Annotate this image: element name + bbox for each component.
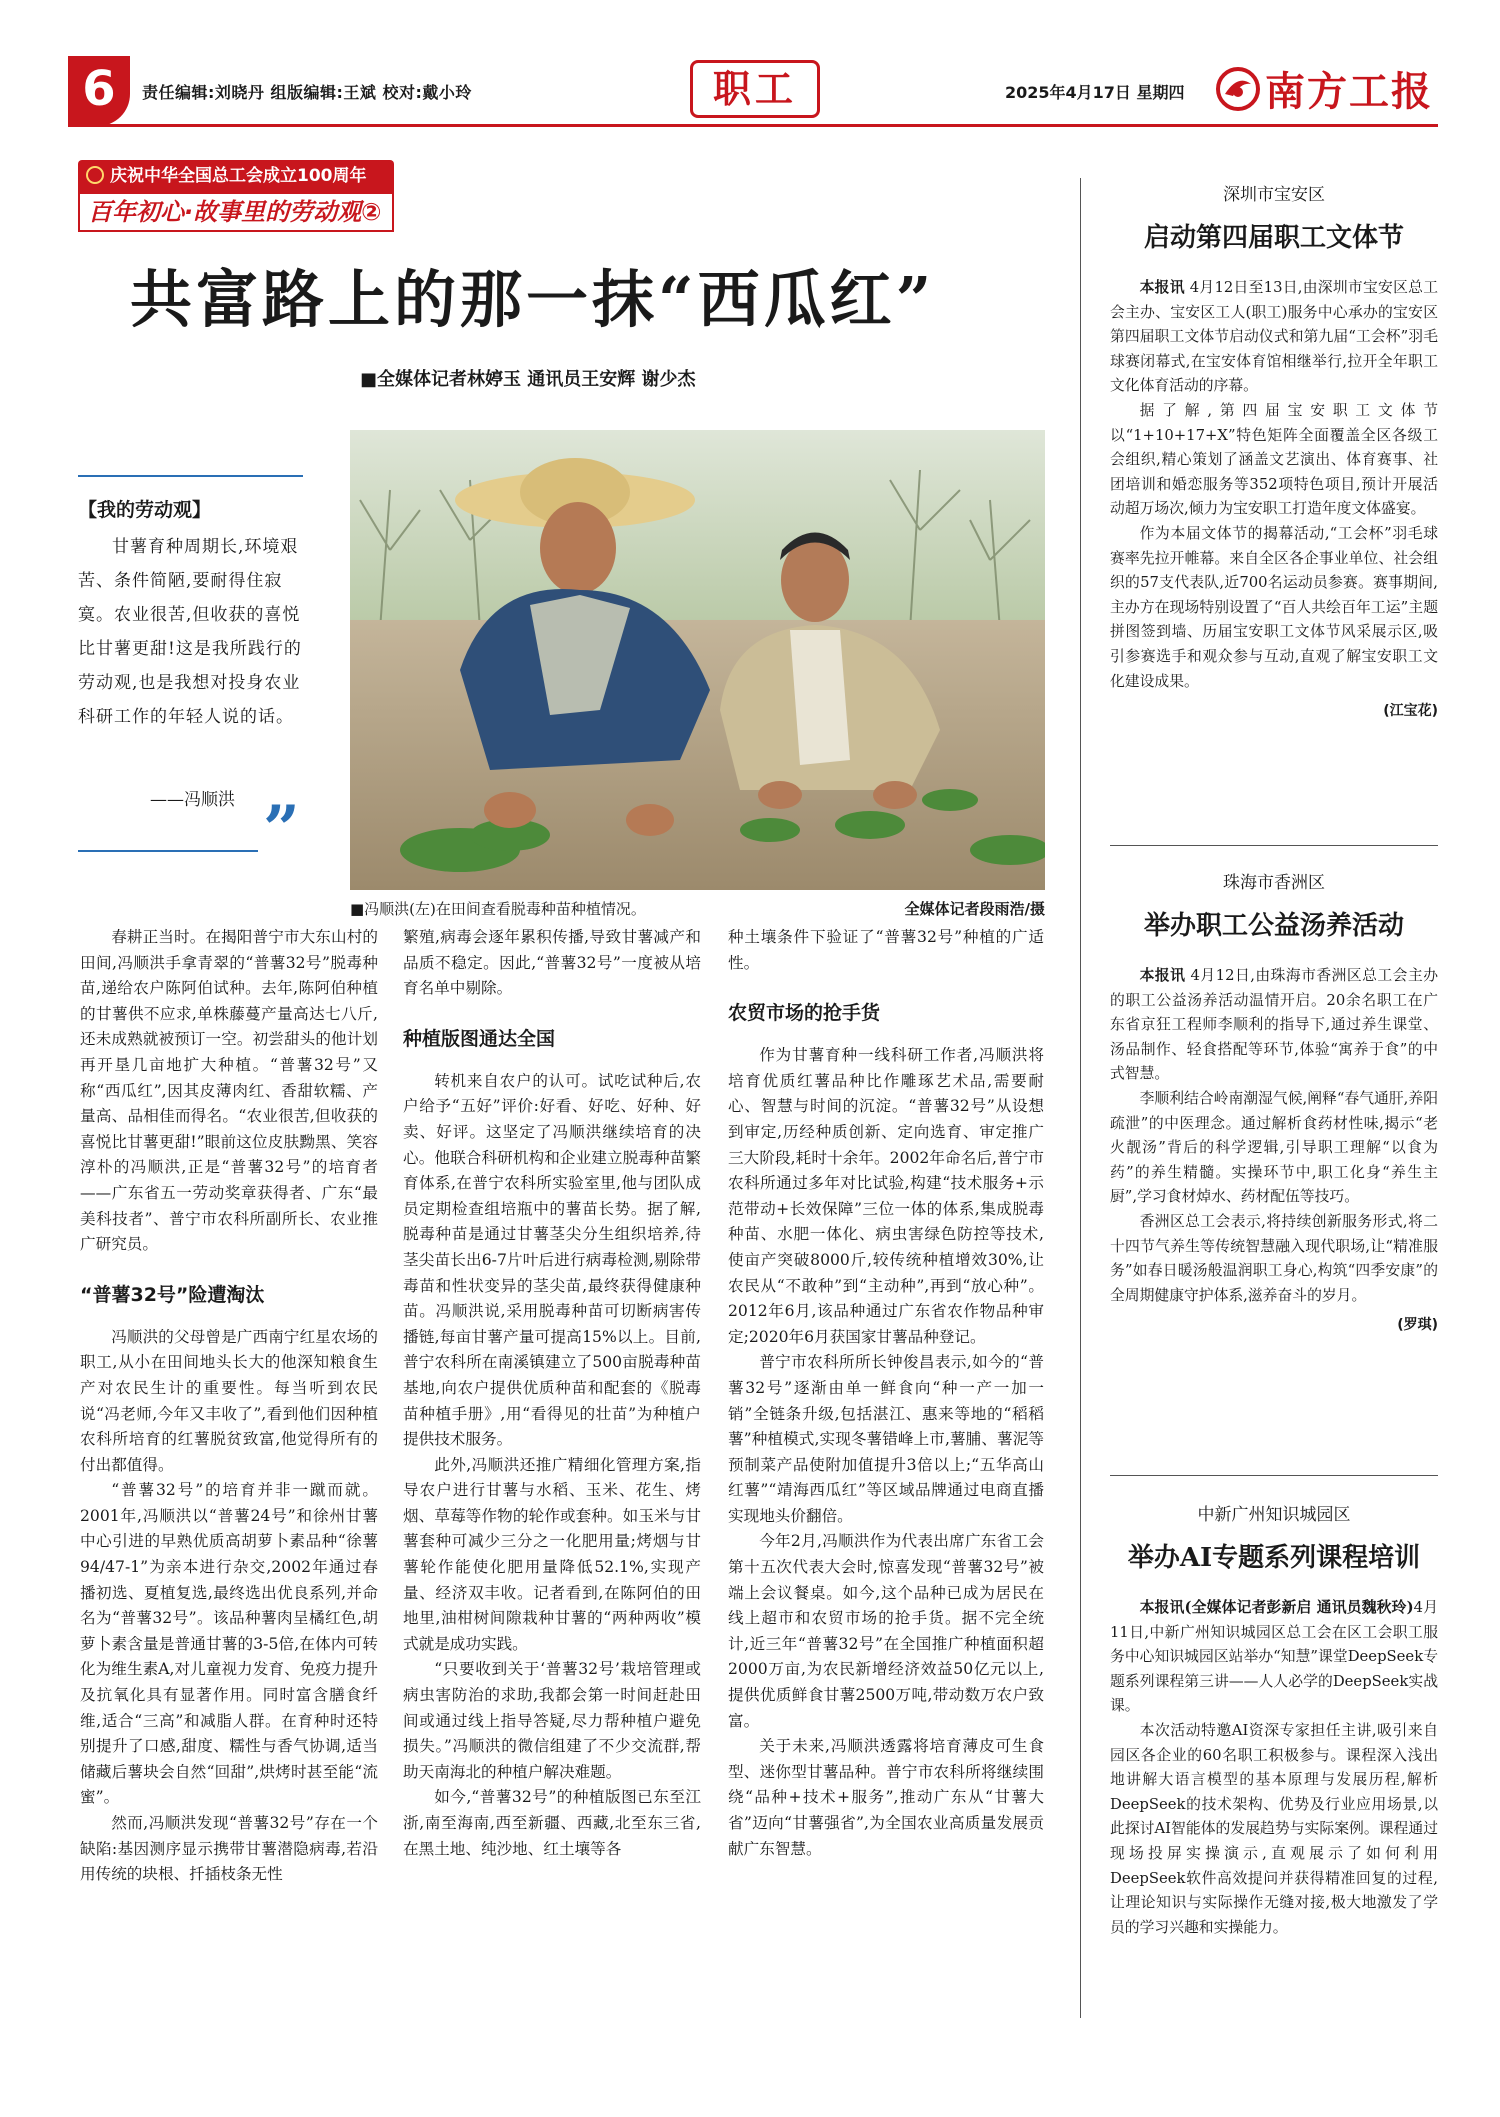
photo-caption-row (350, 898, 1045, 919)
news-signature: (江宝花) (1383, 703, 1438, 720)
header-rule (68, 124, 1438, 127)
news-headline: 举办AI专题系列课程培训 (1127, 1543, 1421, 1573)
paragraph: 然而,冯顺洪发现“普薯32号”存在一个缺陷:基因测序显示携带甘薯潜隐病毒,若沿用传统的块根、扦插枝条无性 (80, 1814, 378, 1884)
paragraph: 4月12日,由珠海市香洲区总工会主办的职工公益汤养活动温情开启。20余名职工在广东省京狂工程师李顺利的指导下,通过养生课堂、汤品制作、轻食搭配等环节,体验“寓养于食”的中式智慧。 (1110, 967, 1438, 1083)
paragraph: 香洲区总工会表示,将持续创新服务形式,将二十四节气养生等传统智慧融入现代职场,让“精准服务”如春日暖汤般温润职工身心,构筑“四季安康”的全周期健康守护体系,滋养奋斗的岁月。 (1110, 1212, 1438, 1304)
subheading: 农贸市场的抢手货 (728, 1002, 881, 1025)
news-brief-zhishicheng (1110, 1500, 1438, 1940)
paragraph: 4月11日,中新广州知识城园区总工会在区工会职工服务中心知识城园区站举办“知慧”课堂DeepSeek专题系列课程第三讲——人人必学的DeepSeek实战课。 (1110, 1599, 1438, 1715)
paragraph: 春耕正当时。在揭阳普宁市大东山村的田间,冯顺洪手拿青翠的“普薯32号”脱毒种苗,递给农户陈阿伯试种。去年,陈阿伯种植的甘薯供不应求,单株藤蔓产量高达七八斤,还未成熟就被预订一空。初尝甜头的他计划再开垦几亩地扩大种植。“普薯32号”又称“西瓜红”,因其皮薄肉红、香甜软糯、产量高、品相佳而得名。“农业很苦,但收获的喜悦比甘薯更甜!”眼前这位皮肤黝黑、笑容淳朴的冯顺洪,正是“普薯32号”的培育者——广东省五一劳动奖章获得者、广东“最美科技者”、普宁市农科所副所长、农业推广研究员。 (80, 928, 378, 1254)
news-body (1110, 1596, 1438, 1940)
article-byline: ■全媒体记者林婷玉 通讯员王安辉 谢少杰 (360, 369, 696, 390)
photo-caption: ■冯顺洪(左)在田间查看脱毒种苗种植情况。 (350, 900, 646, 918)
paragraph: 冯顺洪的父母曾是广西南宁红星农场的职工,从小在田间地头长大的他深知粮食生产对农民生计的重要性。每当听到农民说“冯老师,今年又丰收了”,看到他们因种植农科所培育的红薯脱贫致富,他觉得所有的付出都值得。 (80, 1327, 378, 1474)
paragraph: 据了解,第四届宝安职工文体节以“1+10+17+X”特色矩阵全面覆盖全区各级工会组织,精心策划了涵盖文艺演出、体育赛事、社团培训和婚恋服务等352项特色项目,预计开展活动超万场次,倾力为宝安职工打造年度文体盛宴。 (1110, 401, 1438, 518)
paper-name: 南方工报 (1265, 68, 1433, 115)
paragraph: 今年2月,冯顺洪作为代表出席广东省工会第十五次代表大会时,惊喜发现“普薯32号”被端上会议餐桌。如今,这个品种已成为居民在线上超市和农贸市场的抢手货。据不完全统计,近三年“普薯32号”在全国推广种植面积超2000万亩,为农民新增经济效益50亿元以上,提供优质鲜食甘薯2500万吨,带动数万农户致富。 (728, 1532, 1044, 1730)
quote-mark-icon: ” (263, 792, 300, 867)
masthead-logo (1215, 60, 1433, 117)
article-column-3 (728, 925, 1044, 1862)
article-headline: 共富路上的那一抹“西瓜红” (130, 263, 936, 336)
paragraph: 本次活动特邀AI资深专家担任主讲,吸引来自园区各企业的60名职工积极参与。课程深入浅出地讲解大语言模型的基本原理与发展历程,解析DeepSeek的技术架构、优势及行业应用场景,以此探讨AI智能体的发展趋势与实际案例。课程通过现场投屏实操演示,直观展示了如何利用DeepSeek软件高效提问并获得精准回复的过程,让理论知识与实际操作无缝对接,极大地激发了学员的学习兴趣和实操能力。 (1110, 1721, 1438, 1936)
series-banner-bottom: 百年初心·故事里的劳动观② (78, 192, 394, 232)
news-subtitle: 深圳市宝安区 (1223, 185, 1325, 205)
series-top-text: 庆祝中华全国总工会成立100周年 (110, 166, 367, 186)
paragraph: 作为本届文体节的揭幕活动,“工会杯”羽毛球赛率先拉开帷幕。来自全区各企事业单位、社会组织的57支代表队,近700名运动员参赛。赛事期间,主办方在现场特别设置了“百人共绘百年工运”主题拼图签到墙、历届宝安职工文体节风采展示区,吸引参赛选手和观众参与互动,直观了解宝安职工文化建设成果。 (1110, 524, 1438, 690)
editors-line: 责任编辑:刘晓丹 组版编辑:王斌 校对:戴小玲 (142, 83, 472, 102)
news-separator (1110, 845, 1438, 846)
paragraph: 繁殖,病毒会逐年累积传播,导致甘薯减产和品质不稳定。因此,“普薯32号”一度被从培育名单中剔除。 (403, 928, 701, 998)
news-separator (1110, 1475, 1438, 1476)
news-headline: 举办职工公益汤养活动 (1143, 911, 1404, 941)
news-body (1110, 276, 1438, 694)
subheading: 种植版图通达全国 (403, 1027, 556, 1050)
photo-credit: 全媒体记者段雨浩/摄 (904, 900, 1045, 918)
paragraph: 如今,“普薯32号”的种植版图已东至江浙,南至海南,西至新疆、西藏,北至东三省,在黑土地、纯沙地、红土壤等各 (403, 1788, 701, 1858)
field-photo-illustration (350, 430, 1045, 890)
union-emblem-icon (86, 166, 104, 184)
paragraph: “只要收到关于‘普薯32号’栽培管理或病虫害防治的求助,我都会第一时间赶赴田间或通过线上指导答疑,尽力帮种植户避免损失。”冯顺洪的微信组建了不少交流群,帮助天南海北的种植户解决难题。 (403, 1660, 701, 1781)
paragraph: 作为甘薯育种一线科研工作者,冯顺洪将培育优质红薯品种比作雕琢艺术品,需要耐心、智慧与时间的沉淀。“普薯32号”从设想到审定,历经种质创新、定向选育、审定推广三大阶段,耗时十余年。2002年命名后,普宁市农科所通过多年对比试验,构建“技术服务+示范带动+长效保障”三位一体的体系,集成脱毒种苗、水肥一体化、病虫害绿色防控等技术,使亩产突破8000斤,较传统种植增效30%,让农民从“不敢种”到“主动种”,再到“放心种”。2012年6月,该品种通过广东省农作物品种审定;2020年6月获国家甘薯品种登记。 (728, 1046, 1044, 1346)
paragraph: 李顺利结合岭南潮湿气候,阐释“春气通肝,养阳疏泄”的中医理念。通过解析食药材性味,揭示“老火靓汤”背后的科学逻辑,引导职工理解“以食为药”的养生精髓。实操环节中,职工化身“养生主厨”,学习食材焯水、药材配伍等技巧。 (1110, 1089, 1438, 1206)
paragraph: 4月12日至13日,由深圳市宝安区总工会主办、宝安区工人(职工)服务中心承办的宝安区第四届职工文体节启动仪式和第九届“工会杯”羽毛球赛闭幕式,在宝安体育馆相继举行,拉开全年职工文化体育活动的序幕。 (1110, 279, 1438, 395)
quote-top-rule (78, 475, 303, 477)
page-number: 6 (68, 56, 130, 126)
news-subtitle: 中新广州知识城园区 (1197, 1505, 1351, 1525)
quote-author: ——冯顺洪 (150, 790, 235, 810)
series-banner-top (78, 160, 394, 192)
paragraph: 种土壤条件下验证了“普薯32号”种植的广适性。 (728, 928, 1044, 972)
news-lead: 本报讯(全媒体记者彭新启 通讯员魏秋玲) (1139, 1599, 1414, 1616)
article-photo (350, 430, 1045, 890)
news-body (1110, 964, 1438, 1308)
paragraph: 关于未来,冯顺洪透露将培育薄皮可生食型、迷你型甘薯品种。普宁市农科所将继续围绕“品种+技术+服务”,推动广东从“甘薯大省”迈向“甘薯强省”,为全国农业高质量发展贡献广东智慧。 (728, 1737, 1044, 1858)
article-column-2 (403, 925, 701, 1862)
quote-title: 【我的劳动观】 (78, 499, 212, 521)
paragraph: 此外,冯顺洪还推广精细化管理方案,指导农户进行甘薯与水稻、玉米、花生、烤烟、草莓等作物的轮作或套种。如玉米与甘薯套种可减少三分之一化肥用量;烤烟与甘薯轮作能使化肥用量降低52.1%,实现产量、经济双丰收。记者看到,在陈阿伯的田地里,油柑树间隙栽种甘薯的“两种两收”模式就是成功实践。 (403, 1455, 701, 1653)
column-divider (1080, 178, 1081, 2018)
article-column-1 (80, 925, 378, 1888)
subheading: “普薯32号”险遭淘汰 (80, 1283, 265, 1306)
quote-bottom-rule (78, 850, 258, 852)
quote-body: 甘薯育种周期长,环境艰苦、条件简陋,要耐得住寂寞。农业很苦,但收获的喜悦比甘薯更甜!这是我所践行的劳动观,也是我想对投身农业科研工作的年轻人说的话。 (78, 537, 302, 727)
logo-mark-icon (1215, 66, 1261, 112)
paragraph: “普薯32号”的培育并非一蹴而就。2001年,冯顺洪以“普薯24号”和徐州甘薯中心引进的早熟优质高胡萝卜素品种“徐薯94/47-1”为亲本进行杂交,2002年通过春播初选、夏植复选,最终选出优良系列,并命名为“普薯32号”。该品种薯肉呈橘红色,胡萝卜素含量是普通甘薯的3-5倍,在体内可转化为维生素A,对儿童视力发育、免疫力提升及抗氧化具有显著作用。同时富含膳食纤维,适合“三高”和减脂人群。在育种时还特别提升了口感,甜度、糯性与香气协调,适当储藏后薯块会自然“回甜”,烘烤时甚至能“流蜜”。 (80, 1481, 378, 1807)
paragraph: 普宁市农科所所长钟俊昌表示,如今的“普薯32号”逐渐由单一鲜食向“种一产一加一销”全链条升级,包括湛江、惠来等地的“稻稻薯”种植模式,实现冬薯错峰上市,薯脯、薯泥等预制菜产品使附加值提升3倍以上;“五华高山红薯”“靖海西瓜红”等区域品牌通过电商直播实现地头价翻倍。 (728, 1353, 1044, 1525)
news-subtitle: 珠海市香洲区 (1223, 873, 1325, 893)
section-label: 职工 (690, 60, 820, 118)
news-brief-baoan (1110, 180, 1438, 720)
news-headline: 启动第四届职工文体节 (1143, 223, 1404, 253)
news-lead: 本报讯 (1139, 279, 1185, 296)
news-lead: 本报讯 (1139, 967, 1186, 984)
news-brief-xiangzhou (1110, 868, 1438, 1334)
issue-date: 2025年4月17日 星期四 (1005, 83, 1185, 102)
paragraph: 转机来自农户的认可。试吃试种后,农户给予“五好”评价:好看、好吃、好种、好卖、好评。这坚定了冯顺洪继续培育的决心。他联合科研机构和企业建立脱毒种苗繁育体系,在普宁农科所实验室里,他与团队成员定期检查组培瓶中的薯苗长势。据了解,脱毒种苗是通过甘薯茎尖分生组织培养,待茎尖苗长出6-7片叶后进行病毒检测,剔除带毒苗和性状变异的茎尖苗,最终获得健康种苗。冯顺洪说,采用脱毒种苗可切断病害传播链,每亩甘薯产量可提高15%以上。目前,普宁农科所在南溪镇建立了500亩脱毒种苗基地,向农户提供优质种苗和配套的《脱毒苗种植手册》,用“看得见的壮苗”为种植户提供技术服务。 (403, 1071, 701, 1449)
news-signature: (罗琪) (1397, 1317, 1438, 1334)
